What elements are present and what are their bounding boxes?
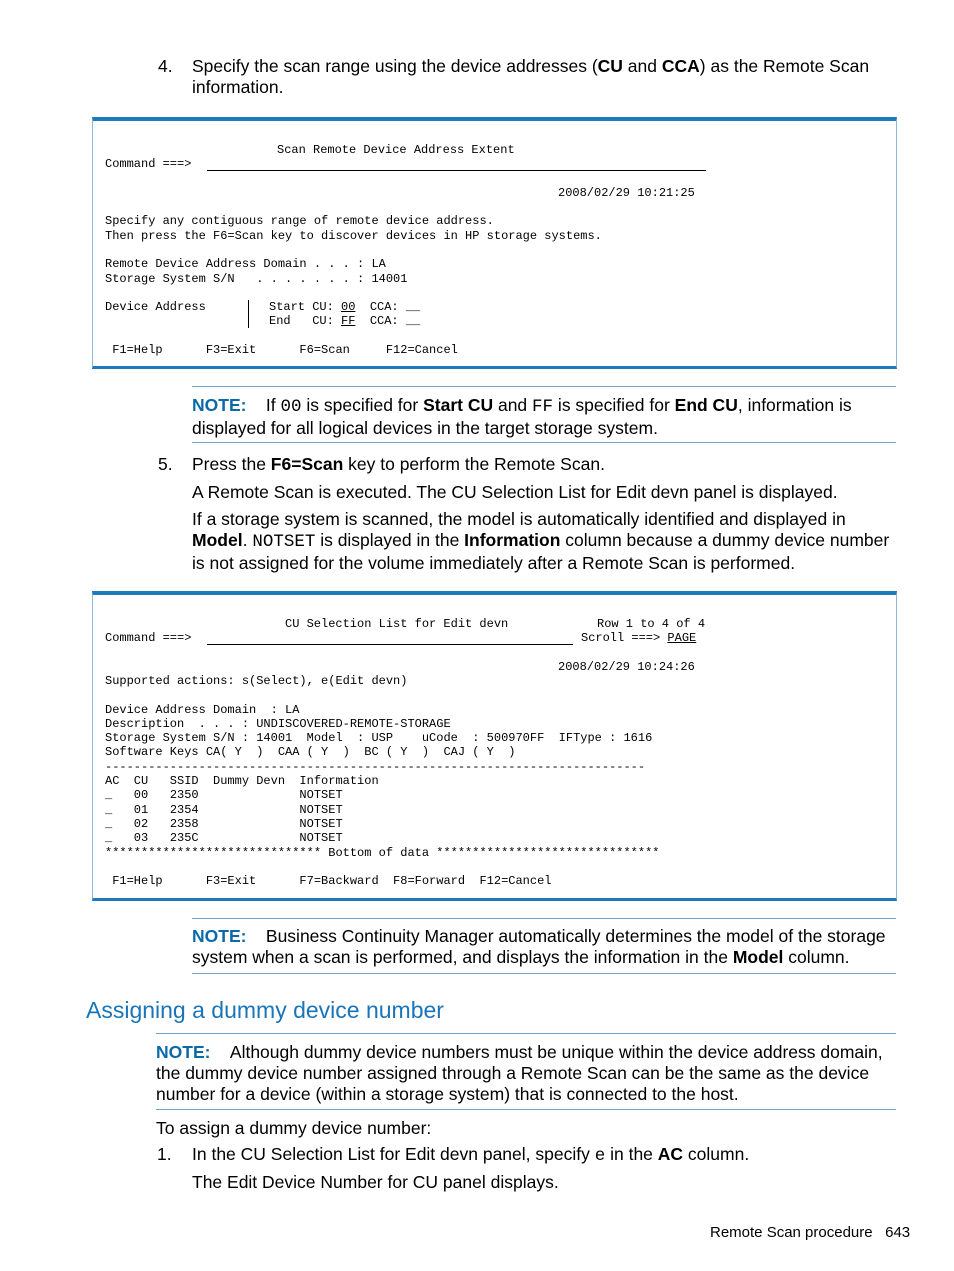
section-heading: Assigning a dummy device number [86, 997, 444, 1023]
start-cu-field[interactable]: 00 [341, 300, 356, 314]
step-5-result: A Remote Scan is executed. The CU Selection List for Edit devn panel is displayed. [192, 482, 838, 502]
table-row: _ 01 2354 NOTSET [105, 803, 343, 817]
scroll-field: Scroll ===> PAGE [581, 631, 697, 645]
note-1-bottom-rule [192, 442, 896, 443]
command-input[interactable] [207, 170, 706, 171]
function-keys: F1=Help F3=Exit F6=Scan F12=Cancel [105, 343, 458, 357]
bottom-of-data: ****************************** Bottom of data ******************************* [105, 846, 660, 860]
assign-intro: To assign a dummy device number: [156, 1118, 432, 1138]
note-3: NOTE: Although dummy device numbers must be unique within the device address domain, the dummy device number assigned through a Remote Scan can be the same as the device number for a device (within a storage system) that is connected to the host. [156, 1042, 883, 1104]
table-row: _ 00 2350 NOTSET [105, 788, 343, 802]
note-2: NOTE: Business Continuity Manager automatically determines the model of the storage system when a scan is performed, and displays the information in the Model column. [192, 926, 886, 967]
instruction-line-2: Then press the F6=Scan key to discover devices in HP storage systems. [105, 229, 602, 243]
note-3-top-rule [156, 1033, 896, 1034]
software-keys-line: Software Keys CA( Y ) CAA ( Y ) BC ( Y ) CAJ ( Y ) [105, 745, 516, 759]
scroll-value[interactable]: PAGE [667, 631, 697, 645]
ac-field[interactable]: _ [105, 788, 113, 802]
command-label: Command ===> [105, 631, 192, 645]
note-2-top-rule [192, 918, 896, 919]
description-line: Description . . . : UNDISCOVERED-REMOTE-STORAGE [105, 717, 451, 731]
cu-selection-panel [92, 591, 897, 901]
assign-step-result: The Edit Device Number for CU panel displays. [192, 1172, 559, 1192]
command-label: Command ===> [105, 157, 192, 171]
end-cu-field[interactable]: FF [341, 314, 356, 328]
end-cca-field[interactable]: __ [405, 314, 421, 328]
scan-remote-device-panel [92, 117, 897, 369]
note-2-bottom-rule [192, 973, 896, 974]
timestamp: 2008/02/29 10:21:25 [558, 186, 695, 200]
note-3-bottom-rule [156, 1109, 896, 1110]
ac-field[interactable]: _ [105, 831, 113, 845]
page-number: 643 [885, 1224, 911, 1241]
panel-title: Scan Remote Device Address Extent [277, 143, 515, 157]
page-footer [710, 1224, 910, 1241]
domain-line: Device Address Domain : LA [105, 703, 300, 717]
assign-step-text: In the CU Selection List for Edit devn panel, specify e in the AC column. [192, 1144, 750, 1166]
step-5-model-para: If a storage system is scanned, the model is automatically identified and displayed in Model. NOTSET is displayed in the Information column because a dummy device number is not assigned for the volume immediately after a Remote Scan is performed. [192, 509, 890, 573]
footer-section: Remote Scan procedure [710, 1224, 873, 1241]
domain-line: Remote Device Address Domain . . . : LA [105, 257, 386, 271]
ac-field[interactable]: _ [105, 803, 113, 817]
step-5-text: Press the F6=Scan key to perform the Remote Scan. [192, 454, 605, 474]
step-5-number: 5. [158, 454, 173, 474]
function-keys: F1=Help F3=Exit F7=Backward F8=Forward F12=Cancel [105, 874, 552, 888]
command-input[interactable] [207, 644, 573, 645]
instruction-line-1: Specify any contiguous range of remote device address. [105, 214, 494, 228]
panel-title: CU Selection List for Edit devn [285, 617, 509, 631]
assign-step-number: 1. [157, 1144, 172, 1164]
start-cca-field[interactable]: __ [405, 300, 421, 314]
vertical-divider [248, 300, 249, 328]
table-header: AC CU SSID Dummy Devn Information [105, 774, 379, 788]
step-4-text: Specify the scan range using the device addresses (CU and CCA) as the Remote Scan information. [192, 56, 870, 97]
device-address-label: Device Address [105, 300, 206, 314]
note-1: NOTE: If 00 is specified for Start CU and FF is specified for End CU, information is displayed for all logical devices in the target storage system. [192, 395, 852, 438]
supported-actions: Supported actions: s(Select), e(Edit devn) [105, 674, 408, 688]
step-4-number: 4. [158, 56, 173, 76]
table-row: _ 02 2358 NOTSET [105, 817, 343, 831]
table-row: _ 03 235C NOTSET [105, 831, 343, 845]
row-range: Row 1 to 4 of 4 [597, 617, 706, 631]
timestamp: 2008/02/29 10:24:26 [558, 660, 695, 674]
end-cu-row: End CU: FF CCA: __ [269, 314, 421, 328]
divider-dashes: --------------------------------------------------------------------------- [105, 760, 646, 774]
storage-sn-line: Storage System S/N . . . . . . . : 14001 [105, 272, 408, 286]
ac-field[interactable]: _ [105, 817, 113, 831]
storage-line: Storage System S/N : 14001 Model : USP uCode : 500970FF IFType : 1616 [105, 731, 653, 745]
start-cu-row: Start CU: 00 CCA: __ [269, 300, 421, 314]
note-1-top-rule [192, 386, 896, 387]
